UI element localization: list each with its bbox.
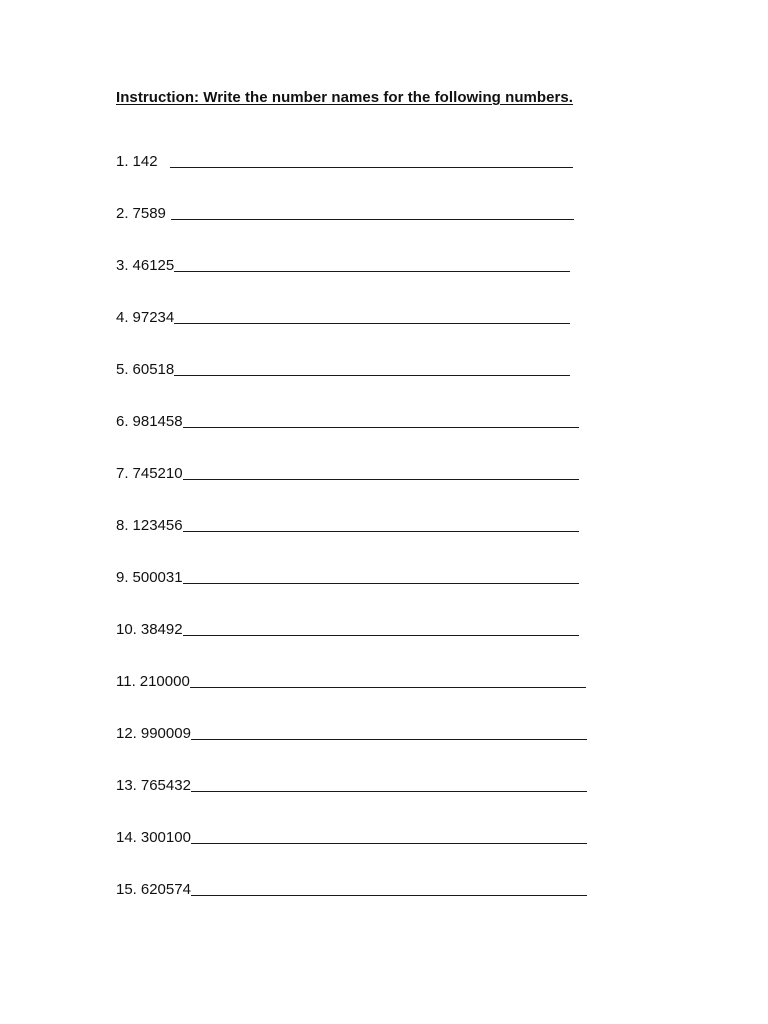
- question-item: [116, 192, 587, 244]
- question-item: [116, 504, 587, 556]
- answer-line[interactable]: [191, 791, 587, 792]
- question-item: [116, 764, 587, 816]
- question-item: [116, 868, 587, 920]
- question-index: 8.: [116, 517, 129, 534]
- question-index: 6.: [116, 413, 129, 430]
- answer-line[interactable]: [183, 635, 579, 636]
- question-index: 14.: [116, 829, 137, 846]
- question-item: [116, 348, 587, 400]
- question-label: [116, 516, 183, 556]
- question-number: 620574: [140, 881, 191, 898]
- instruction-heading: Instruction: Write the number names for the following numbers.: [116, 89, 574, 106]
- question-label: [116, 568, 183, 608]
- answer-line[interactable]: [171, 219, 574, 220]
- question-number: 990009: [140, 725, 191, 742]
- question-label: [116, 360, 174, 400]
- question-label: [116, 308, 174, 348]
- question-index: 5.: [116, 361, 129, 378]
- question-item: [116, 140, 587, 192]
- answer-line[interactable]: [183, 479, 579, 480]
- answer-line[interactable]: [174, 323, 570, 324]
- question-number: 97234: [132, 309, 175, 326]
- question-label: [116, 204, 166, 244]
- answer-line[interactable]: [191, 895, 587, 896]
- answer-line[interactable]: [190, 687, 586, 688]
- question-label: [116, 152, 158, 192]
- question-label: [116, 256, 174, 296]
- question-item: [116, 296, 587, 348]
- question-index: 12.: [116, 725, 137, 742]
- question-number: 46125: [132, 257, 175, 274]
- question-number: 38492: [140, 621, 183, 638]
- question-number: 981458: [132, 413, 183, 430]
- question-index: 11.: [116, 673, 136, 690]
- question-index: 2.: [116, 205, 129, 222]
- answer-line[interactable]: [170, 167, 573, 168]
- question-item: [116, 608, 587, 660]
- question-number: 745210: [132, 465, 183, 482]
- question-item: [116, 660, 587, 712]
- question-item: [116, 816, 587, 868]
- question-number: 500031: [132, 569, 183, 586]
- answer-line[interactable]: [183, 583, 579, 584]
- question-index: 13.: [116, 777, 137, 794]
- question-item: [116, 244, 587, 296]
- question-label: [116, 412, 183, 452]
- question-label: [116, 880, 191, 920]
- question-index: 4.: [116, 309, 129, 326]
- question-number: 60518: [132, 361, 175, 378]
- question-number: 210000: [139, 673, 190, 690]
- question-item: [116, 556, 587, 608]
- question-number: 142: [132, 153, 158, 170]
- question-label: [116, 828, 191, 868]
- question-label: [116, 672, 190, 712]
- question-label: [116, 464, 183, 504]
- question-index: 3.: [116, 257, 129, 274]
- question-index: 7.: [116, 465, 129, 482]
- answer-line[interactable]: [183, 427, 579, 428]
- answer-line[interactable]: [183, 531, 579, 532]
- question-label: [116, 620, 183, 660]
- question-number: 7589: [132, 205, 166, 222]
- answer-line[interactable]: [191, 739, 587, 740]
- question-number: 300100: [140, 829, 191, 846]
- question-index: 15.: [116, 881, 137, 898]
- answer-line[interactable]: [174, 375, 570, 376]
- question-number: 765432: [140, 777, 191, 794]
- question-list: [116, 140, 587, 920]
- question-index: 10.: [116, 621, 137, 638]
- question-number: 123456: [132, 517, 183, 534]
- answer-line[interactable]: [174, 271, 570, 272]
- question-item: [116, 712, 587, 764]
- question-label: [116, 776, 191, 816]
- question-item: [116, 400, 587, 452]
- question-label: [116, 724, 191, 764]
- question-index: 9.: [116, 569, 129, 586]
- answer-line[interactable]: [191, 843, 587, 844]
- question-index: 1.: [116, 153, 129, 170]
- question-item: [116, 452, 587, 504]
